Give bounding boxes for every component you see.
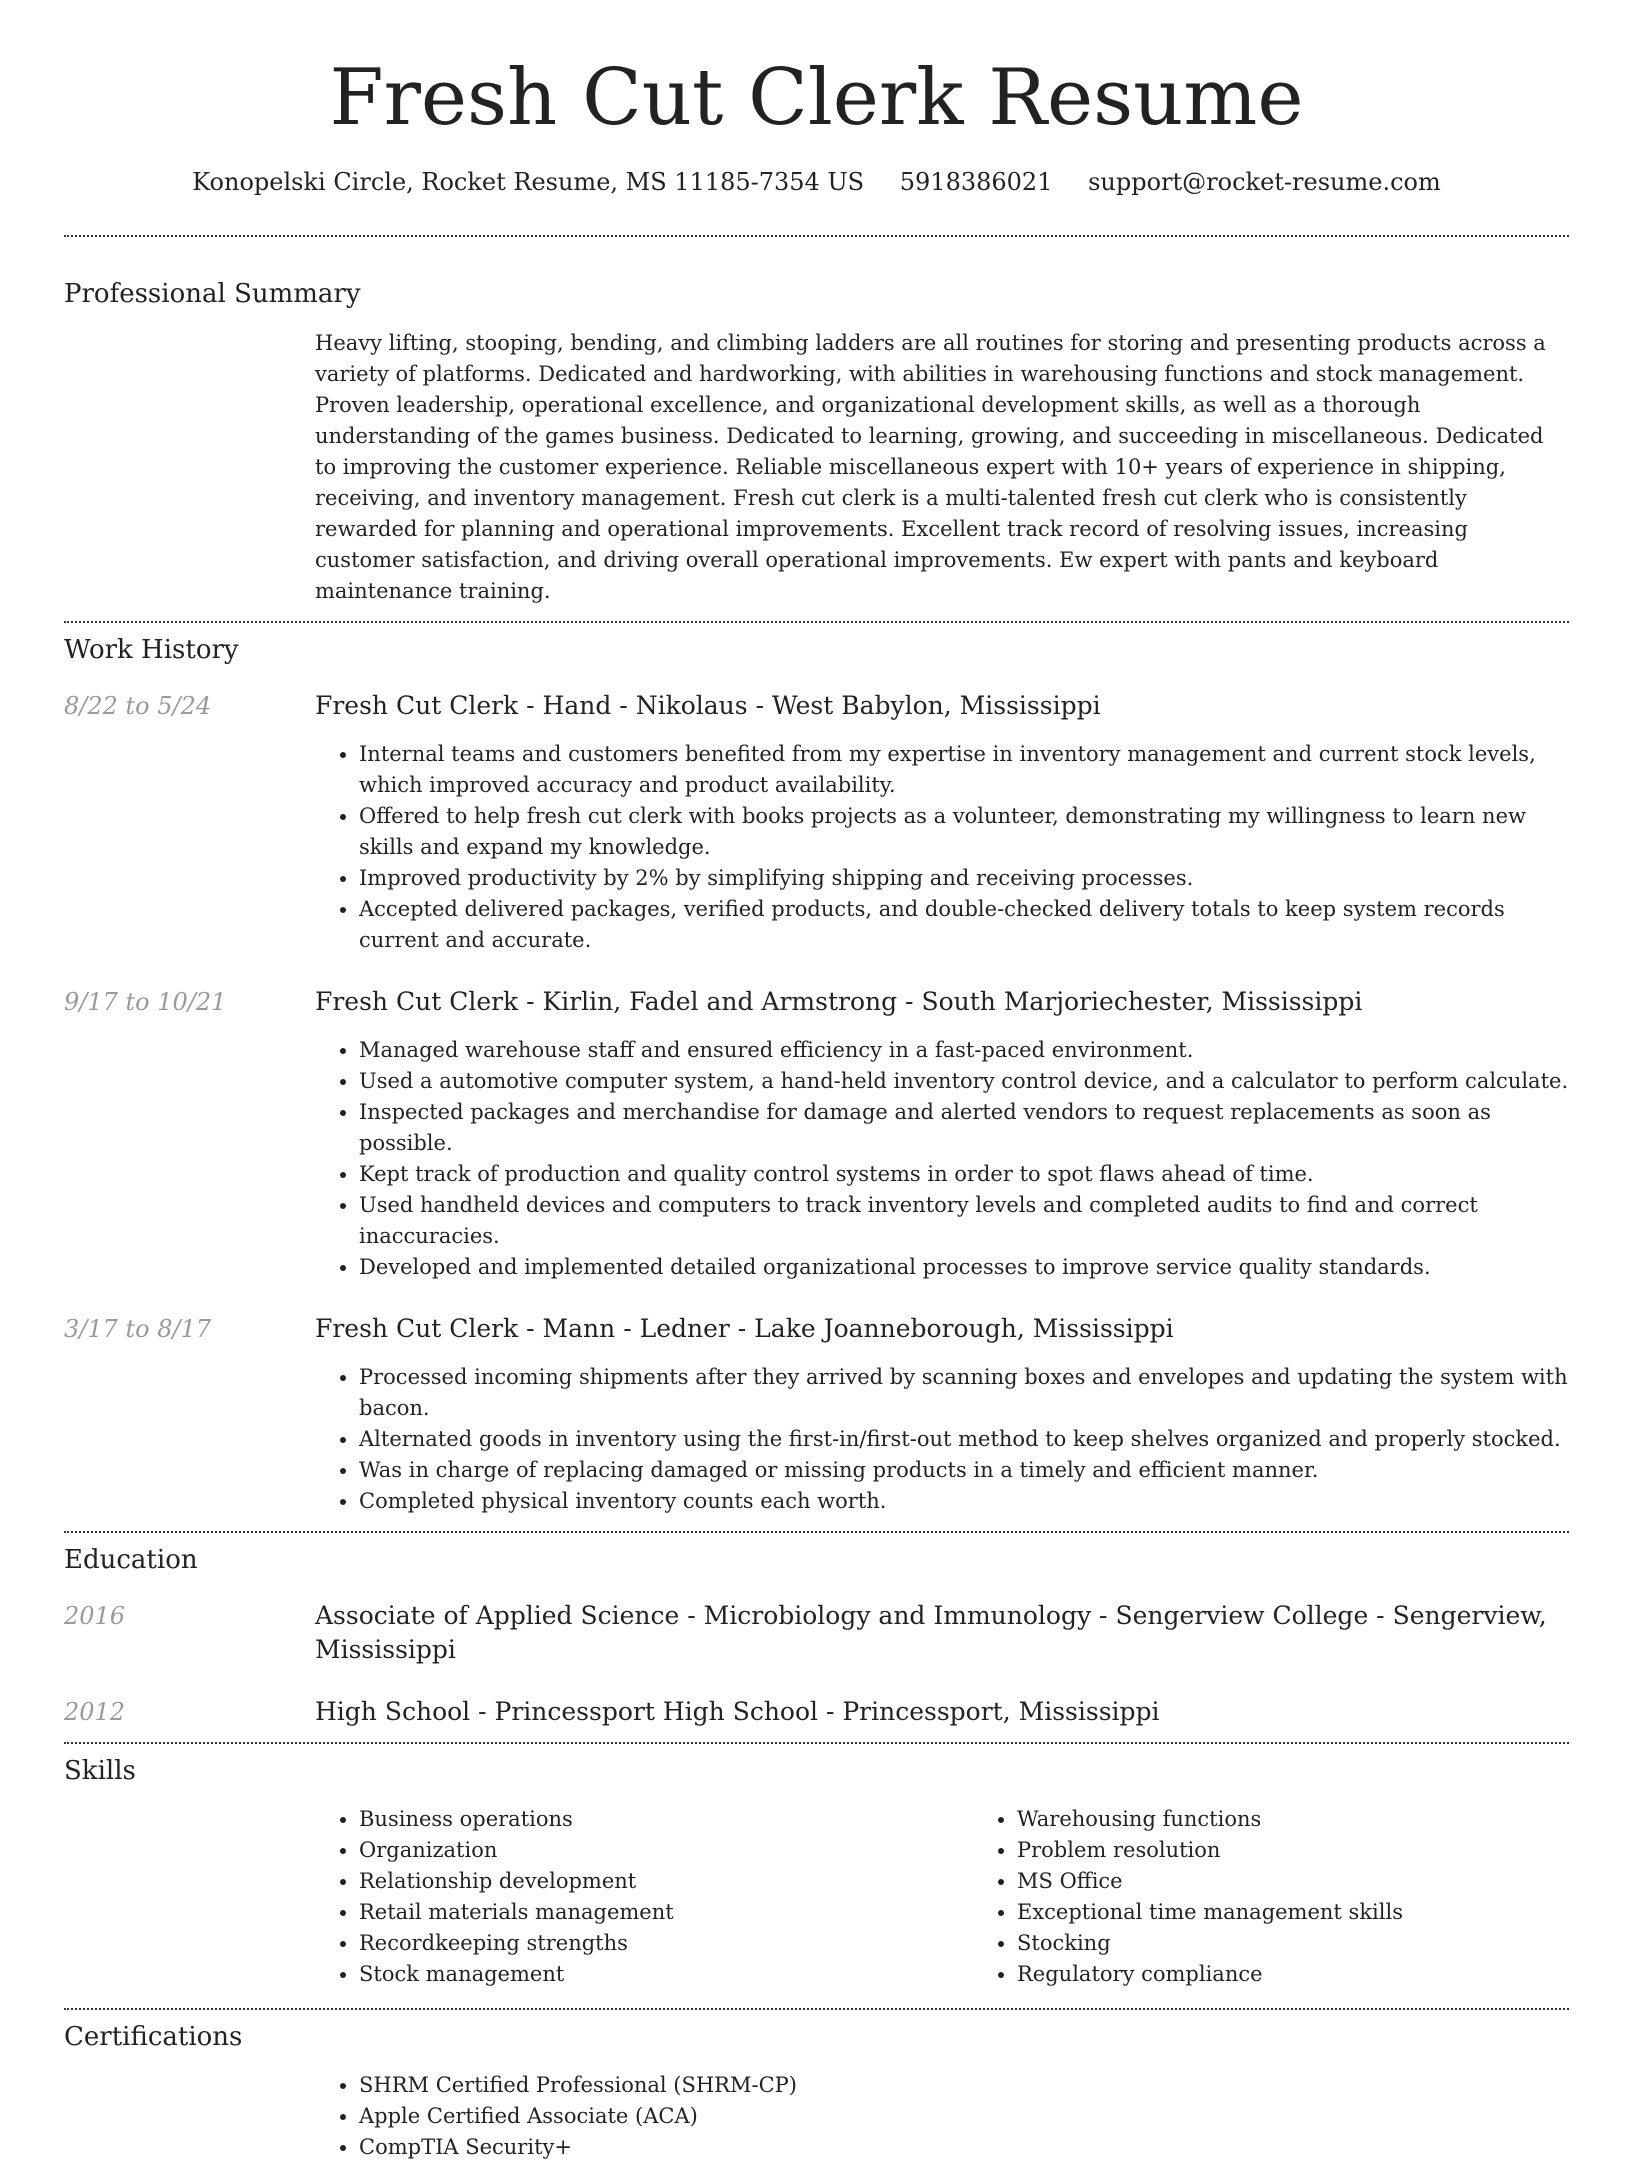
section-title-summary: Professional Summary	[64, 279, 361, 309]
job-dates: 3/17 to 8/17	[64, 1315, 212, 1343]
list-item: • Completed physical inventory counts each worth.	[359, 1486, 1569, 1517]
list-item: • Was in charge of replacing damaged or missing products in a timely and efficient manner.	[359, 1455, 1569, 1486]
skills-row	[64, 1804, 1569, 1990]
job-dates: 9/17 to 10/21	[64, 988, 227, 1016]
job-dates: 8/22 to 5/24	[64, 692, 212, 720]
list-item: • Warehousing functions	[1017, 1804, 1631, 1835]
list-item: • Kept track of production and quality control systems in order to spot flaws ahead of time.	[359, 1159, 1569, 1190]
contact-line	[64, 166, 1569, 198]
list-item: • Improved productivity by 2% by simplifying shipping and receiving processes.	[359, 863, 1569, 894]
skills-columns	[315, 1804, 1631, 1990]
list-item: • Regulatory compliance	[1017, 1959, 1631, 1990]
divider	[64, 1742, 1569, 1744]
list-item: • Managed warehouse staff and ensured efficiency in a fast-paced environment.	[359, 1035, 1569, 1066]
list-item: • Offered to help fresh cut clerk with books projects as a volunteer, demonstrating my willingness to learn new skills and expand my knowledge.	[359, 801, 1569, 863]
certifications-spacer	[64, 2070, 315, 2163]
list-item: • Business operations	[359, 1804, 973, 1835]
divider	[64, 2008, 1569, 2010]
job-title: Fresh Cut Clerk - Kirlin, Fadel and Armstrong - South Marjoriechester, Mississippi	[315, 987, 1363, 1016]
list-item: • Used handheld devices and computers to track inventory levels and completed audits to find and correct inaccuracies.	[359, 1190, 1569, 1252]
job-bullets	[315, 739, 1569, 956]
contact-email: support@rocket-resume.com	[1088, 168, 1441, 196]
divider	[64, 235, 1569, 237]
job-entry	[64, 1312, 1569, 1517]
summary-row	[64, 328, 1569, 607]
section-title-certifications: Certifications	[64, 2022, 243, 2052]
job-body	[315, 689, 1569, 956]
job-body	[315, 1312, 1569, 1517]
resume-page	[64, 0, 1569, 2163]
skills-column-2	[973, 1804, 1631, 1990]
job-bullets	[315, 1035, 1569, 1283]
education-text: High School - Princessport High School - Princessport, Mississippi	[315, 1697, 1160, 1726]
list-item: • Used a automotive computer system, a hand-held inventory control device, and a calculator to perform calculate.	[359, 1066, 1569, 1097]
list-item: • Internal teams and customers benefited from my expertise in inventory management and current stock levels, which improved accuracy and product availability.	[359, 739, 1569, 801]
section-title-skills: Skills	[64, 1756, 136, 1786]
job-entry	[64, 689, 1569, 956]
list-item: • Inspected packages and merchandise for damage and alerted vendors to request replacements as soon as possible.	[359, 1097, 1569, 1159]
job-title: Fresh Cut Clerk - Mann - Ledner - Lake Joanneborough, Mississippi	[315, 1314, 1174, 1343]
list-item: • Organization	[359, 1835, 973, 1866]
list-item: • Retail materials management	[359, 1897, 973, 1928]
education-entry	[64, 1695, 1569, 1729]
education-year: 2016	[64, 1602, 126, 1630]
contact-phone: 5918386021	[899, 168, 1053, 196]
list-item: • Problem resolution	[1017, 1835, 1631, 1866]
list-item: • SHRM Certified Professional (SHRM-CP)	[359, 2070, 1569, 2101]
certifications-list	[315, 2070, 1569, 2163]
section-title-work: Work History	[64, 635, 239, 665]
job-entry	[64, 985, 1569, 1283]
list-item: • CompTIA Security+	[359, 2132, 1569, 2163]
certifications-body	[315, 2070, 1569, 2163]
job-bullets	[315, 1362, 1569, 1517]
list-item: • Alternated goods in inventory using the first-in/first-out method to keep shelves organized and properly stocked.	[359, 1424, 1569, 1455]
education-text: Associate of Applied Science - Microbiology and Immunology - Sengerview College - Sengerview, Mississippi	[315, 1601, 1547, 1664]
job-body	[315, 985, 1569, 1283]
education-entry	[64, 1599, 1569, 1667]
list-item: • Processed incoming shipments after they arrived by scanning boxes and envelopes and updating the system with bacon.	[359, 1362, 1569, 1424]
list-item: • Accepted delivered packages, verified products, and double-checked delivery totals to keep system records current and accurate.	[359, 894, 1569, 956]
contact-address: Konopelski Circle, Rocket Resume, MS 11185-7354 US	[192, 168, 865, 196]
list-item: • Recordkeeping strengths	[359, 1928, 973, 1959]
list-item: • Apple Certified Associate (ACA)	[359, 2101, 1569, 2132]
list-item: • Stocking	[1017, 1928, 1631, 1959]
summary-text: Heavy lifting, stooping, bending, and climbing ladders are all routines for storing and presenting products across a variety of platforms. Dedicated and hardworking, with abilities in warehousing functions and stock management. Proven leadership, operational excellence, and organizational development skills, as well as a thorough understanding of the games business. Dedicated to learning, growing, and succeeding in miscellaneous. Dedicated to improving the customer experience. Reliable miscellaneous expert with 10+ years of experience in shipping, receiving, and inventory management. Fresh cut clerk is a multi-talented fresh cut clerk who is consistently rewarded for planning and operational improvements. Excellent track record of resolving issues, increasing customer satisfaction, and driving overall operational improvements. Ew expert with pants and keyboard maintenance training.	[315, 331, 1546, 603]
education-year: 2012	[64, 1698, 126, 1726]
list-item: • MS Office	[1017, 1866, 1631, 1897]
divider	[64, 621, 1569, 623]
list-item: • Stock management	[359, 1959, 973, 1990]
list-item: • Developed and implemented detailed organizational processes to improve service quality standards.	[359, 1252, 1569, 1283]
job-title: Fresh Cut Clerk - Hand - Nikolaus - West Babylon, Mississippi	[315, 691, 1101, 720]
list-item: • Exceptional time management skills	[1017, 1897, 1631, 1928]
skills-column-1	[315, 1804, 973, 1990]
divider	[64, 1531, 1569, 1533]
section-title-education: Education	[64, 1545, 198, 1575]
certifications-row	[64, 2070, 1569, 2163]
resume-title: Fresh Cut Clerk Resume	[329, 53, 1304, 143]
list-item: • Relationship development	[359, 1866, 973, 1897]
skills-spacer	[64, 1804, 315, 1990]
summary-spacer	[64, 328, 315, 607]
